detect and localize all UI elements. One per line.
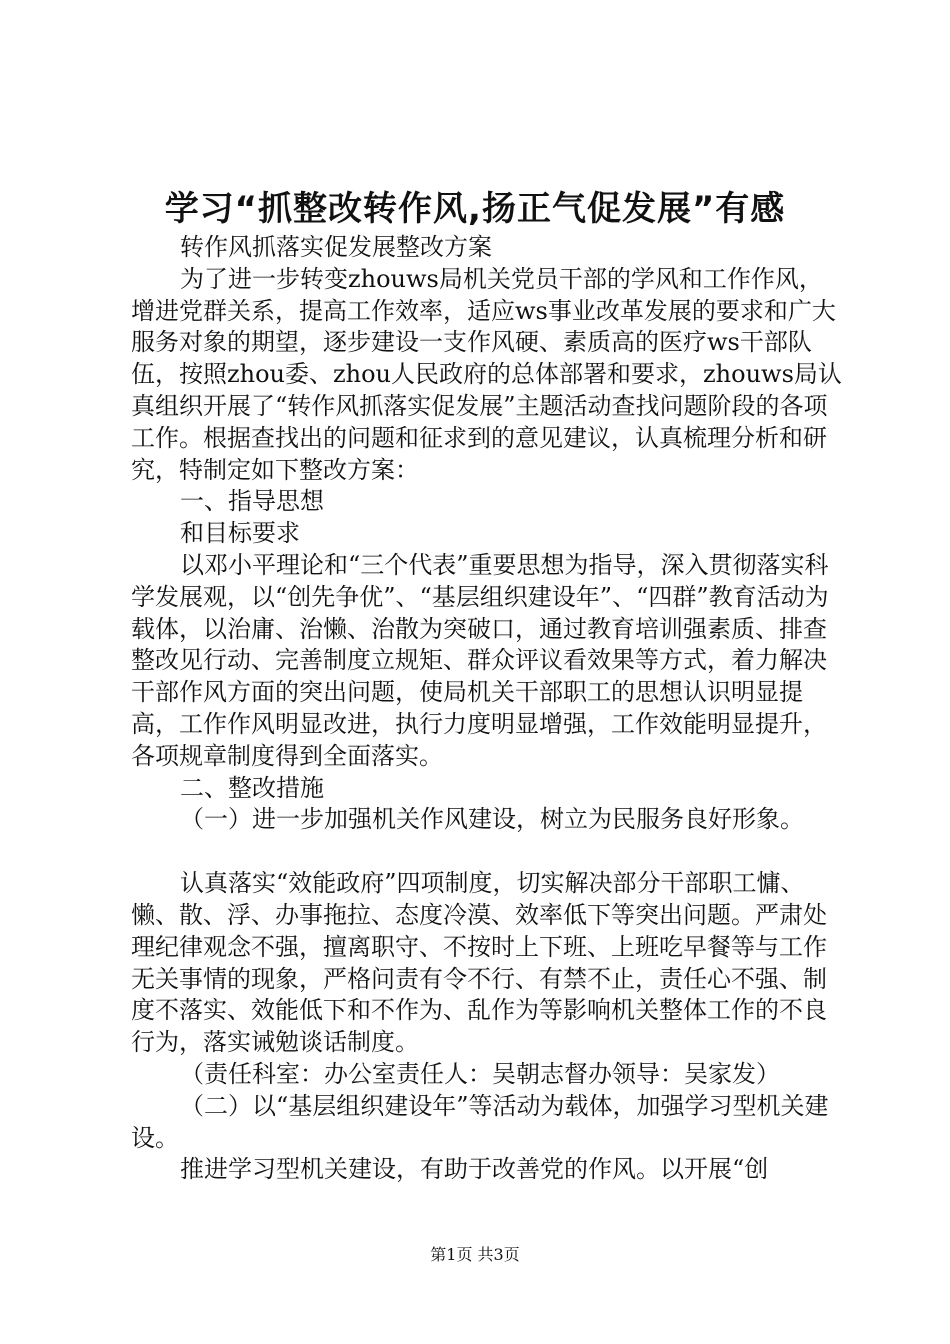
paragraph-measure-1: 认真落实“效能政府”四项制度，切实解决部分干部职工慵、懒、散、浮、办事拖拉、态度冷漠、效率低下等突出问题。严肃处理纪律观念不强，擅离职守、不按时上下班、上班吃早餐等与工作无关事情的现象，严格问责有令不行、有禁不止，责任心不强、制度不落实、效能低下和不作为、乱作为等影响机关整体工作的不良行为，落实诫勉谈话制度。 <box>131 869 827 1057</box>
paragraph-guidance: 以邓小平理论和“三个代表”重要思想为指导，深入贯彻落实科学发展观，以“创先争优”、“基层组织建设年”、“四群”教育活动为载体，以治庸、治懒、治散为突破口，通过教育培训强素质、排查整改见行动、完善制度立规矩、群众评议看效果等方式，着力解决干部作风方面的突出问题，使局机关干部职工的思想认识明显提高，工作作风明显改进，执行力度明显增强，工作效能明显提升，各项规章制度得到全面落实。 <box>131 550 829 770</box>
document-title: 学习“抓整改转作风,扬正气促发展”有感 <box>164 189 786 229</box>
blank-line <box>131 836 845 868</box>
subheading-measure-2: （二）以“基层组织建设年”等活动为载体，加强学习型机关建设。 <box>131 1091 829 1152</box>
subheading-measure-1: （一）进一步加强机关作风建设，树立为民服务良好形象。 <box>180 805 804 834</box>
page-footer: 第1页 共3页 <box>430 1245 520 1264</box>
heading-guiding-thought: 一、指导思想 <box>180 487 324 516</box>
paragraph-subtitle: 转作风抓落实促发展整改方案 <box>180 233 492 261</box>
heading-measures: 二、整改措施 <box>180 773 324 802</box>
paragraph-measure-2: 推进学习型机关建设，有助于改善党的作风。以开展“创 <box>180 1155 769 1184</box>
paragraph-intro: 为了进一步转变zhouws局机关党员干部的学风和工作作风，增进党群关系，提高工作效率，适应ws事业改革发展的要求和广大服务对象的期望，逐步建设一支作风硬、素质高的医疗ws干部队伍，按照zhou委、zhou人民政府的总体部署和要求，zhouws局认真组织开展了“转作风抓落实促发展”主题活动查找问题阶段的各项工作。根据查找出的问题和征求到的意见建议，认真梳理分析和研究，特制定如下整改方案： <box>131 264 842 484</box>
document-body <box>131 232 845 1186</box>
heading-goals: 和目标要求 <box>180 519 300 548</box>
responsibility-note: （责任科室：办公室责任人：吴朝志督办领导：吴家发） <box>180 1059 780 1088</box>
